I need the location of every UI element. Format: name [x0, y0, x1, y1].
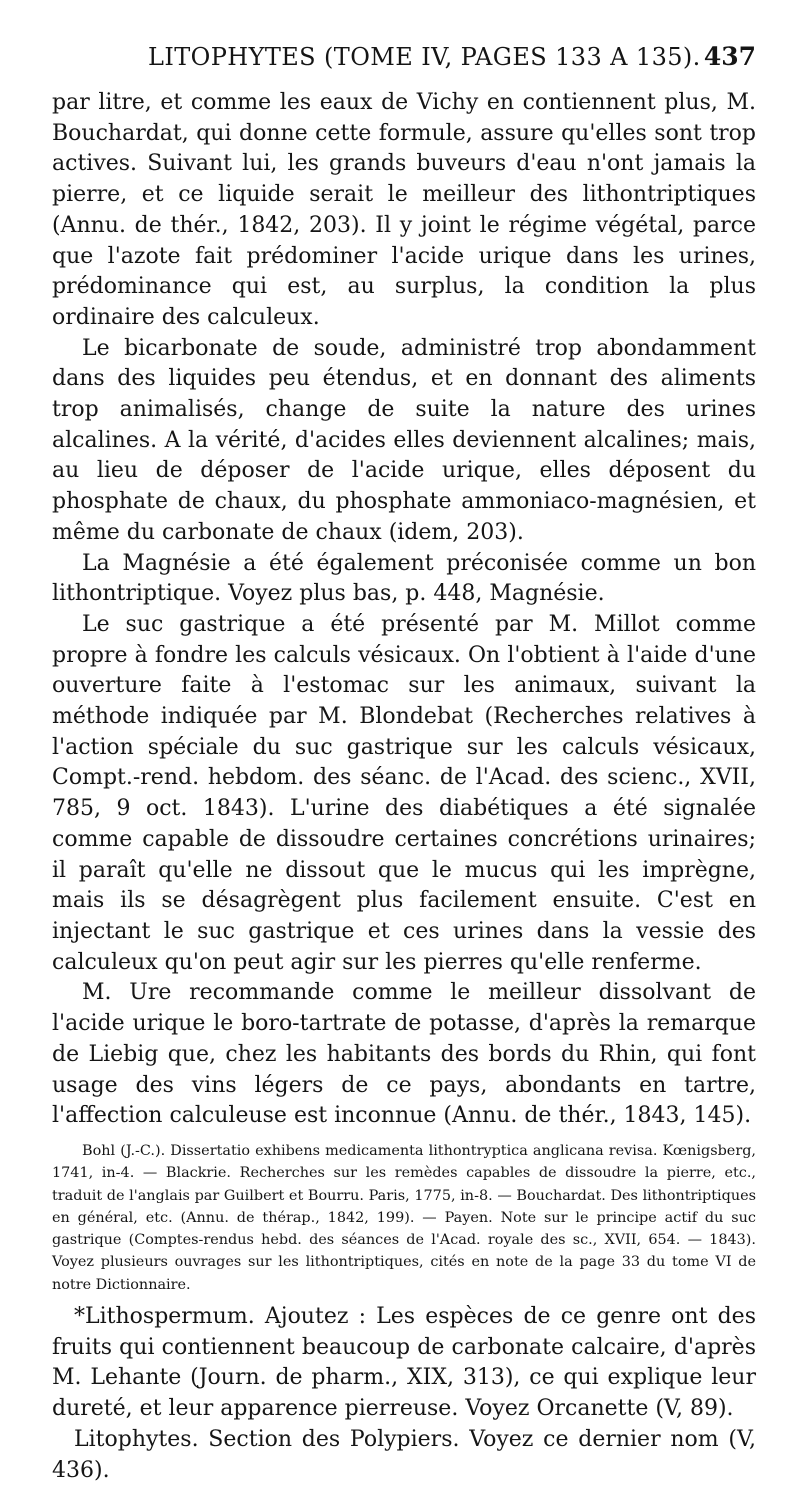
- bibliography: [52, 1140, 756, 1296]
- paragraph-vichy: par litre, et comme les eaux de Vichy en contiennent plus, M. Bouchardat, qui donne cette formule, assure qu'elles sont trop actives. Suivant lui, les grands buveurs d'eau n'ont jamais la pierre, et ce liquide serait le meilleur des lithontriptiques (Annu. de thér., 1842, 203). Il y joint le régime végétal, parce que l'azote fait prédominer l'acide urique dans les urines, prédominance qui est, au surplus, la condition la plus ordinaire des calculeux.: [52, 90, 756, 330]
- paragraph-bicarbonate: Le bicarbonate de soude, administré trop abondamment dans des liquides peu étendus, et en donnant des aliments trop animalisés, change de suite la nature des urines alcalines. A la vérité, d'acides elles deviennent alcalines; mais, au lieu de déposer de l'acide urique, elles déposent du phosphate de chaux, du phosphate ammoniaco-magnésien, et même du carbonate de chaux (idem, 203).: [52, 335, 756, 545]
- paragraph-suc-gastrique: Le suc gastrique a été présenté par M. Millot comme propre à fondre les calculs vésicaux. On l'obtient à l'aide d'une ouverture faite à l'estomac sur les animaux, suivant la méthode indiquée par M. Blondebat (Recherches relatives à l'action spéciale du suc gastrique sur les calculs vésicaux, Compt.-rend. hebdom. des séanc. de l'Acad. des scienc., XVII, 785, 9 oct. 1843). L'urine des diabétiques a été signalée comme capable de dissoudre certaines concrétions urinaires; il paraît qu'elle ne dissout que le mucus qui les imprègne, mais ils se désagrègent plus facilement ensuite. C'est en injectant le suc gastrique et ces urines dans la vessie des calculeux qu'on peut agir sur les pierres qu'elle renferme.: [52, 611, 756, 975]
- header-title: LITOPHYTES (TOME IV, PAGES 133 A 135).: [148, 43, 701, 71]
- entry-lithospermum: *Lithospermum. Ajoutez : Les espèces de ce genre ont des fruits qui contiennent beaucoup de carbonate calcaire, d'après M. Lehante (Journ. de pharm., XIX, 313), ce qui explique leur dureté, et leur apparence pierreuse. Voyez Orcanette (V, 89).: [52, 1303, 756, 1422]
- paragraph-ure: M. Ure recommande comme le meilleur dissolvant de l'acide urique le boro-tartrate de potasse, d'après la remarque de Liebig que, chez les habitants des bords du Rhin, qui font usage des vins légers de ce pays, abondants en tartre, l'affection calculeuse est inconnue (Annu. de thér., 1843, 145).: [52, 980, 756, 1129]
- secondary-text: [52, 1302, 756, 1486]
- paragraph-magnesie: La Magnésie a été également préconisée comme un bon lithontriptique. Voyez plus bas, p. 448, Magnésie.: [52, 550, 756, 607]
- page-number: 437: [703, 42, 756, 71]
- main-text: [52, 88, 756, 1132]
- bibliography-text: Bohl (J.-C.). Dissertatio exhibens medicamenta lithontryptica anglicana revisa. Kœnigsberg, 1741, in-4. — Blackrie. Recherches sur les remèdes capables de dissoudre la pierre, etc., traduit de l'anglais par Guilbert et Bourru. Paris, 1775, in-8. — Bouchardat. Des lithontriptiques en général, etc. (Annu. de thérap., 1842, 199). — Payen. Note sur le principe actif du suc gastrique (Comptes-rendus hebd. des séances de l'Acad. royale des sc., XVII, 654. — 1843). Voyez plusieurs ouvrages sur les lithontriptiques, cités en note de la page 33 du tome VI de notre Dictionnaire.: [52, 1142, 756, 1293]
- entry-litophytes: Litophytes. Section des Polypiers. Voyez ce dernier nom (V, 436).: [52, 1426, 756, 1483]
- running-header: [52, 42, 756, 88]
